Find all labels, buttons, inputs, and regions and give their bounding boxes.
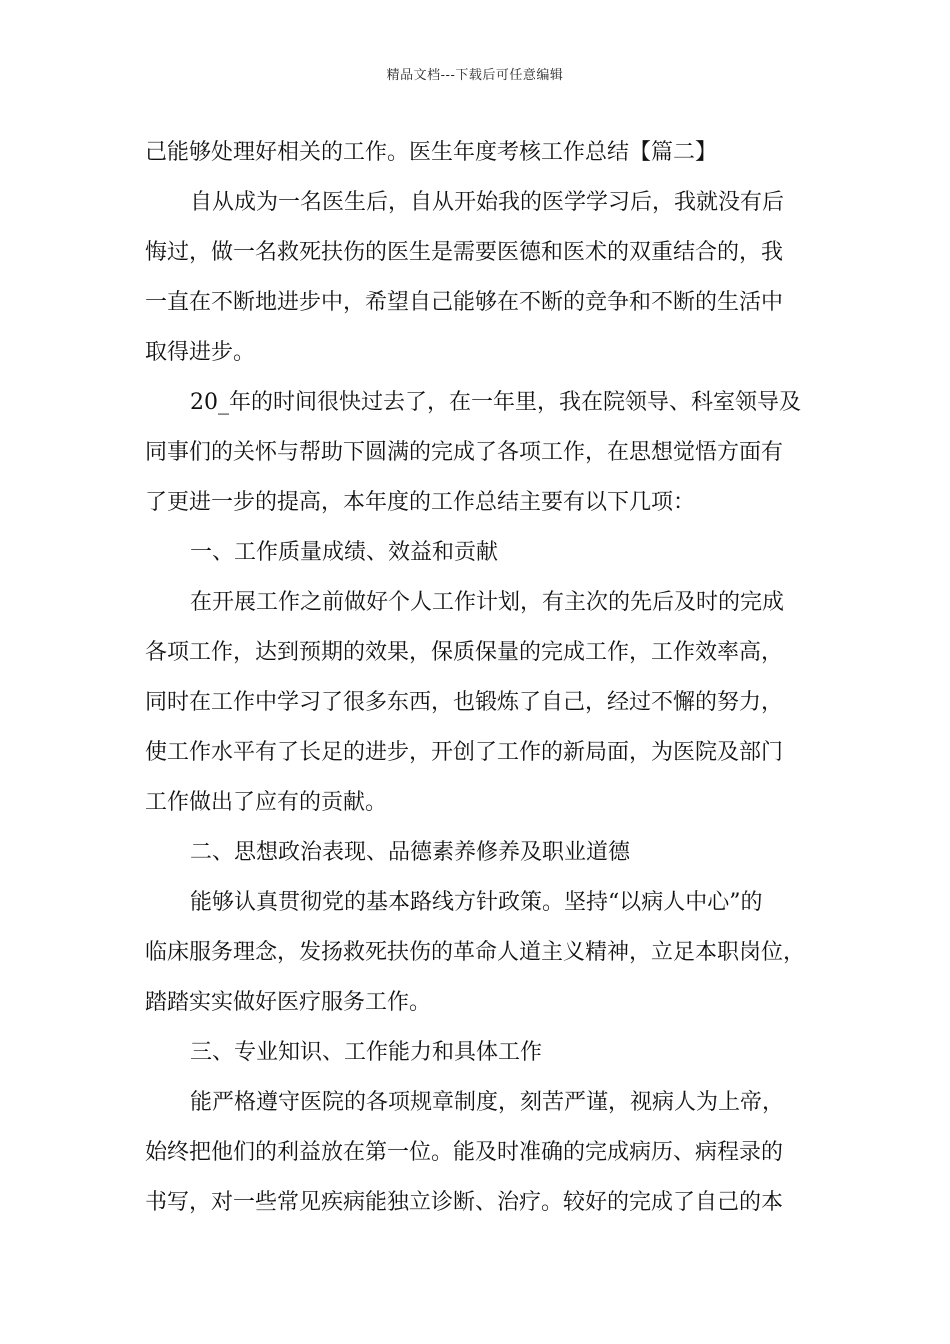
text-line: 己能够处理好相关的工作。医生年度考核工作总结【篇二】 bbox=[145, 140, 718, 165]
page-header: 精品文档---下载后可任意编辑 bbox=[386, 68, 564, 83]
text-line: 同时在工作中学习了很多东西，也锻炼了自己，经过不懈的努力， bbox=[145, 690, 784, 715]
document-body bbox=[145, 128, 825, 1228]
text-line: 始终把他们的利益放在第一位。能及时准确的完成病历、病程录的 bbox=[145, 1140, 784, 1165]
text-line: 了更进一步的提高，本年度的工作总结主要有以下几项： bbox=[145, 490, 696, 515]
text-line: 同事们的关怀与帮助下圆满的完成了各项工作，在思想觉悟方面有 bbox=[145, 440, 784, 465]
text-line: 踏踏实实做好医疗服务工作。 bbox=[145, 990, 432, 1015]
text-line: 书写，对一些常见疾病能独立诊断、治疗。较好的完成了自己的本 bbox=[145, 1190, 784, 1215]
text-line: 悔过，做一名救死扶伤的医生是需要医德和医术的双重结合的，我 bbox=[145, 240, 784, 265]
text-line: 临床服务理念，发扬救死扶伤的革命人道主义精神，立足本职岗位， bbox=[145, 940, 806, 965]
text-line: 各项工作，达到预期的效果，保质保量的完成工作，工作效率高， bbox=[145, 640, 784, 665]
paragraph-start-line: 20_年的时间很快过去了，在一年里，我在院领导、科室领导及 bbox=[190, 390, 801, 415]
text-line: 取得进步。 bbox=[145, 340, 256, 365]
text-line: 使工作水平有了长足的进步，开创了工作的新局面，为医院及部门 bbox=[145, 740, 784, 765]
text-line: 工作做出了应有的贡献。 bbox=[145, 790, 388, 815]
section-heading: 二、思想政治表现、品德素养修养及职业道德 bbox=[190, 840, 631, 865]
text-line: 一直在不断地进步中，希望自己能够在不断的竞争和不断的生活中 bbox=[145, 290, 784, 315]
section-heading: 一、工作质量成绩、效益和贡献 bbox=[190, 540, 499, 565]
paragraph-start-line: 在开展工作之前做好个人工作计划，有主次的先后及时的完成 bbox=[190, 590, 785, 615]
paragraph-start-line: 自从成为一名医生后，自从开始我的医学学习后，我就没有后 bbox=[190, 190, 785, 215]
paragraph-start-line: 能够认真贯彻党的基本路线方针政策。坚持“以病人中心”的 bbox=[190, 890, 763, 915]
section-heading: 三、专业知识、工作能力和具体工作 bbox=[190, 1040, 543, 1065]
paragraph-start-line: 能严格遵守医院的各项规章制度，刻苦严谨，视病人为上帝， bbox=[190, 1090, 785, 1115]
